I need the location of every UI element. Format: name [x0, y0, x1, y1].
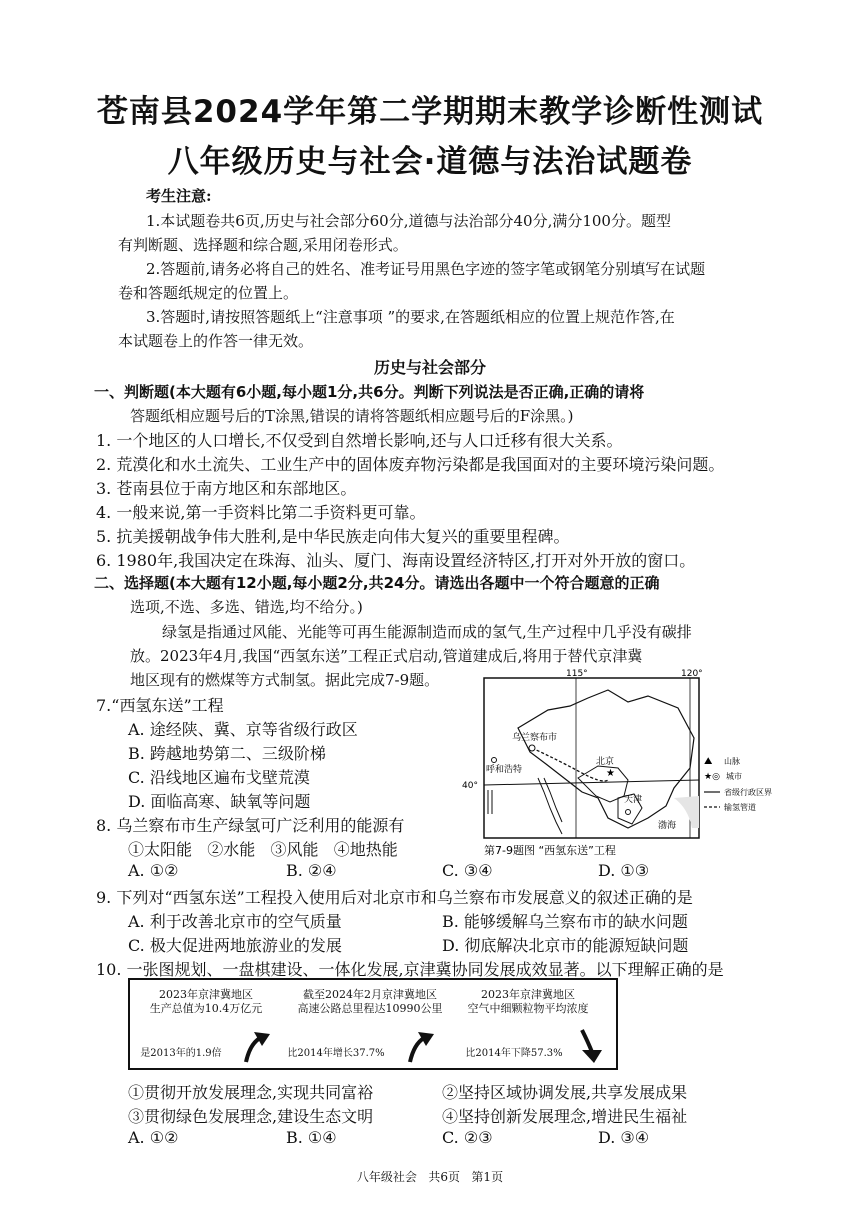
city-tianjin: 天津 — [624, 795, 643, 805]
city-huhehaote: 呼和浩特 — [486, 765, 523, 775]
q10-option-b: B. ①④ — [286, 1128, 337, 1147]
legend-mountain: 山脉 — [724, 757, 740, 766]
pipeline-map — [462, 668, 772, 862]
legend-border: 省级行政区界 — [724, 788, 772, 797]
box1-note: 是2013年的1.9倍 — [140, 1048, 222, 1059]
notice-2-line2: 卷和答题纸规定的位置上。 — [118, 284, 299, 302]
judge-item: 3. 苍南县位于南方地区和东部地区。 — [96, 479, 357, 498]
notice-2-line1: 2.答题前,请务必将自己的姓名、准考证号用黑色字迹的签字笔或钢笔分别填写在试题 — [146, 260, 706, 278]
box3-line2: 空气中细颗粒物平均浓度 — [467, 1002, 589, 1015]
box2-note: 比2014年增长37.7% — [287, 1048, 385, 1059]
box2-line1: 截至2024年2月京津冀地区 — [303, 988, 437, 1001]
q8-option-d: D. ①③ — [598, 861, 650, 880]
up-arrow-icon — [406, 1030, 436, 1064]
lat-40-label: 40° — [462, 781, 478, 791]
judge-item: 2. 荒漠化和水土流失、工业生产中的固体废弃物污染都是我国面对的主要环境污染问题。 — [96, 455, 725, 474]
q9-option-a: A. 利于改善北京市的空气质量 — [128, 912, 342, 931]
judge-item: 1. 一个地区的人口增长,不仅受到自然增长影响,还与人口迁移有很大关系。 — [96, 431, 623, 450]
box3-line1: 2023年京津冀地区 — [481, 988, 575, 1001]
lon-115-label: 115° — [566, 669, 588, 679]
judge-item: 4. 一般来说,第一手资料比第二手资料更可靠。 — [96, 503, 426, 522]
q9-option-d: D. 彻底解决北京市的能源短缺问题 — [442, 936, 689, 955]
q7-option-d: D. 面临高寒、缺氧等问题 — [128, 792, 311, 811]
q7-option-b: B. 跨越地势第二、三级阶梯 — [128, 744, 326, 763]
material-line2: 放。2023年4月,我国“西氢东送”工程正式启动,管道建成后,将用于替代京津冀 — [130, 647, 643, 665]
q10-stem: 10. 一张图规划、一盘棋建设、一体化发展,京津冀协同发展成效显著。以下理解正确的是 — [96, 960, 724, 979]
judge-item: 5. 抗美援朝战争伟大胜利,是中华民族走向伟大复兴的重要里程碑。 — [96, 527, 570, 546]
huhehaote-marker — [492, 758, 497, 763]
q9-option-c: C. 极大促进两地旅游业的发展 — [128, 936, 342, 955]
legend-pipeline: 输氢管道 — [724, 803, 756, 812]
notice-3-line2: 本试题卷上的作答一律无效。 — [118, 332, 314, 350]
mountain-legend-icon: ⛰ — [704, 756, 713, 767]
city-wulanchabu: 乌兰察布市 — [512, 733, 558, 743]
exam-subtitle: 八年级历史与社会·道德与法治试题卷 — [167, 144, 693, 180]
q10-statement-4: ④坚持创新发展理念,增进民生福祉 — [442, 1107, 688, 1126]
page-footer: 八年级社会 共6页 第1页 — [356, 1170, 504, 1184]
q10-statement-1: ①贯彻开放发展理念,实现共同富裕 — [128, 1083, 374, 1102]
material-line1: 绿氢是指通过风能、光能等可再生能源制造而成的氢气,生产过程中几乎没有碳排 — [162, 623, 692, 641]
box1-line1: 2023年京津冀地区 — [159, 988, 253, 1001]
lon-120-label: 120° — [681, 669, 703, 679]
up-arrow-icon — [242, 1030, 272, 1064]
section-title: 历史与社会部分 — [373, 358, 486, 377]
city-beijing: 北京 — [596, 757, 615, 767]
q10-option-c: C. ②③ — [442, 1128, 493, 1147]
material-line3: 地区现有的燃煤等方式制氢。据此完成7-9题。 — [130, 671, 440, 689]
q8-stem: 8. 乌兰察布市生产绿氢可广泛利用的能源有 — [96, 816, 405, 835]
q7-stem: 7.“西氢东送”工程 — [96, 696, 224, 715]
q10-statement-2: ②坚持区域协调发展,共享发展成果 — [442, 1083, 688, 1102]
beijing-star: ★ — [606, 768, 615, 779]
map-frame — [484, 678, 699, 838]
part1-heading-line2: 答题纸相应题号后的T涂黑,错误的请将答题纸相应题号后的F涂黑。) — [130, 407, 574, 425]
q8-option-b: B. ②④ — [286, 861, 337, 880]
q10-option-a: A. ①② — [128, 1128, 179, 1147]
q10-option-d: D. ③④ — [598, 1128, 650, 1147]
map-caption: 第7-9题图 “西氢东送”工程 — [484, 844, 616, 857]
judge-item: 6. 1980年,我国决定在珠海、汕头、厦门、海南设置经济特区,打开对外开放的窗口。 — [96, 551, 696, 570]
q9-stem: 9. 下列对“西氢东送”工程投入使用后对北京市和乌兰察布市发展意义的叙述正确的是 — [96, 888, 693, 907]
part1-heading-line1: 一、判断题(本大题有6小题,每小题1分,共6分。判断下列说法是否正确,正确的请将 — [94, 383, 645, 401]
q8-option-a: A. ①② — [128, 861, 179, 880]
exam-title: 苍南县2024学年第二学期期末教学诊断性测试 — [96, 94, 764, 130]
notice-3-line1: 3.答题时,请按照答题纸上“注意事项 ”的要求,在答题纸相应的位置上规范作答,在 — [146, 308, 675, 326]
box3-note: 比2014年下降57.3% — [465, 1048, 563, 1059]
q7-option-a: A. 途经陕、冀、京等省级行政区 — [128, 720, 358, 739]
q9-option-b: B. 能够缓解乌兰察布市的缺水问题 — [442, 912, 688, 931]
box1-line2: 生产总值为10.4万亿元 — [149, 1002, 263, 1015]
part2-heading-line2: 选项,不选、多选、错选,均不给分。) — [130, 598, 363, 616]
legend-city: 城市 — [726, 772, 742, 781]
part2-heading-line1: 二、选择题(本大题有12小题,每小题2分,共24分。请选出各题中一个符合题意的正确 — [94, 574, 660, 592]
wulanchabu-marker — [529, 745, 535, 751]
q8-statements: ①太阳能 ②水能 ③风能 ④地热能 — [128, 840, 398, 859]
tianjin-marker — [626, 810, 631, 815]
q8-option-c: C. ③④ — [442, 861, 493, 880]
box2-line2: 高速公路总里程达10990公里 — [297, 1002, 443, 1015]
sea-bohai: 渤海 — [658, 821, 677, 831]
notice-heading: 考生注意: — [146, 187, 212, 205]
q7-option-c: C. 沿线地区遍布戈壁荒漠 — [128, 768, 310, 787]
development-infobox — [128, 978, 618, 1070]
notice-1-line2: 有判断题、选择题和综合题,采用闭卷形式。 — [118, 236, 408, 254]
city-legend-icon: ★◎ — [704, 772, 720, 782]
down-arrow-icon — [576, 1028, 606, 1064]
notice-1-line1: 1.本试题卷共6页,历史与社会部分60分,道德与法治部分40分,满分100分。题型 — [146, 212, 671, 230]
q10-statement-3: ③贯彻绿色发展理念,建设生态文明 — [128, 1107, 374, 1126]
